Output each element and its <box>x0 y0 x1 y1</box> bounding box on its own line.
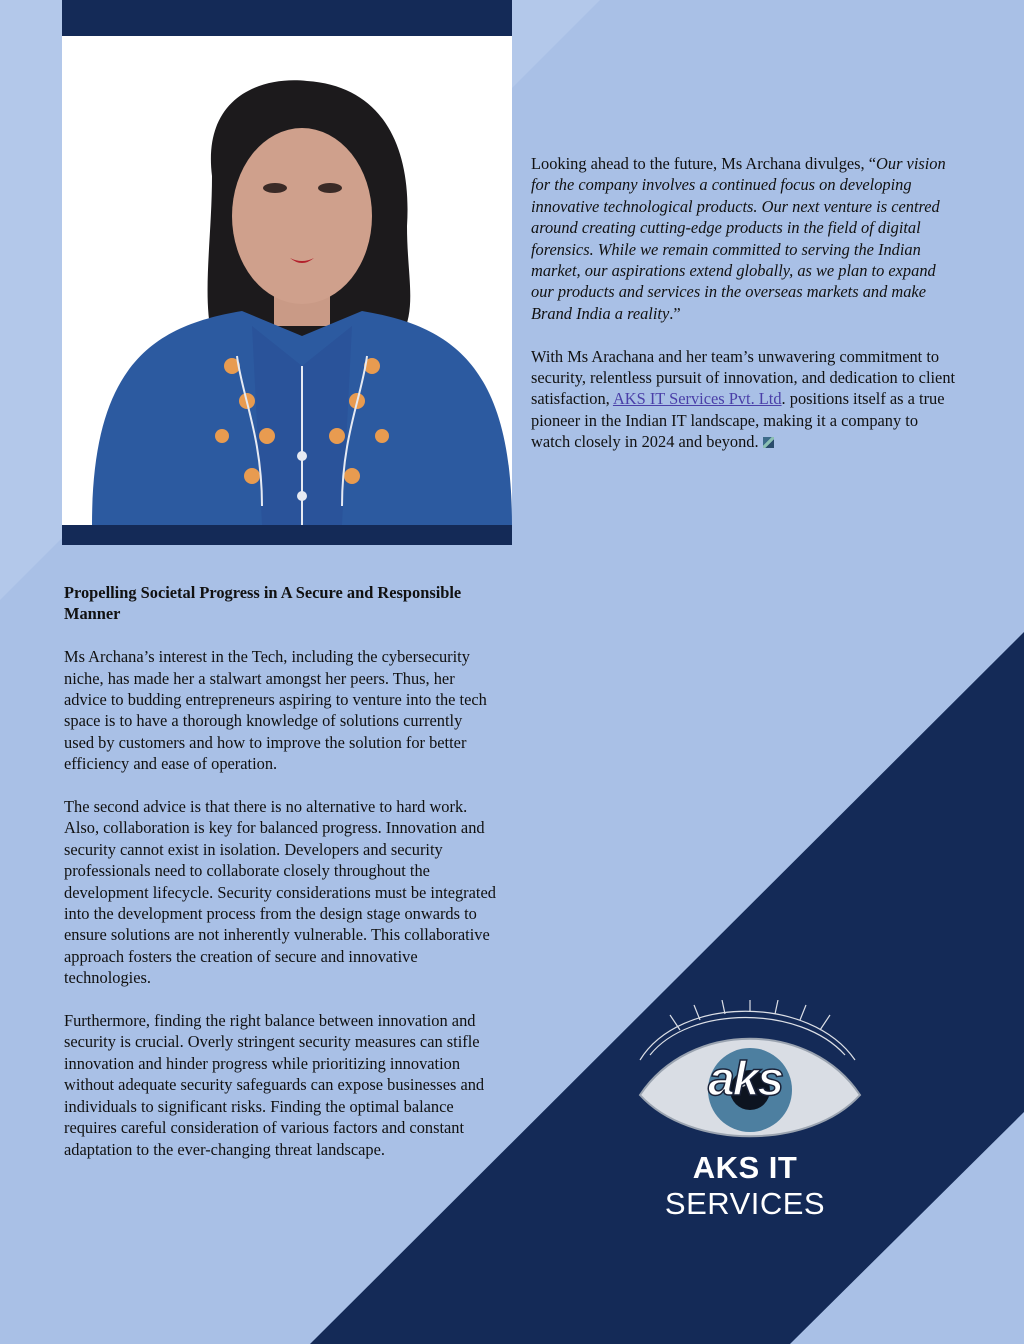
eye-emblem-mark: aks <box>707 1053 783 1106</box>
quote-text: Our vision for the company involves a continued focus on developing innovative technological products. Our next venture is centred around creating cutting-edge products in the field of digital forensics. While we remain committed to serving the Indian market, our aspirations extend globally, as we plan to expand our products and services in the overseas markets and make Brand India a reality <box>531 154 946 323</box>
conclusion-text-after: . positions itself as a true pioneer in the Indian IT landscape, making it a company to watch closely in 2024 and beyond. <box>531 389 945 452</box>
quote-close: .” <box>669 303 681 323</box>
end-of-article-icon <box>763 437 774 448</box>
conclusion-paragraph <box>531 346 961 453</box>
body-paragraph-1: Ms Archana’s interest in the Tech, including the cybersecurity niche, has made her a stalwart amongst her peers. Thus, her advice to budding entrepreneurs aspiring to venture into the tech space is to have a thorough knowledge of solutions currently used by customers and how to improve the solution for better efficiency and ease of operation. <box>64 647 487 774</box>
body-paragraph-2: The second advice is that there is no alternative to hard work. Also, collaboration is key for balanced progress. Innovation and security cannot exist in isolation. Developers and security professionals need to collaborate closely throughout the development lifecycle. Security considerations must be integrated into the development process from the design stage onwards to ensure solutions are not inherently vulnerable. This collaborative approach fosters the creation of secure and innovative technologies. <box>64 797 496 988</box>
quote-intro: Looking ahead to the future, Ms Archana divulges, “ <box>531 154 877 173</box>
closing-quote-paragraph <box>531 153 961 324</box>
logo-wordmark-bold: AKS IT <box>692 1150 798 1185</box>
conclusion-text-before: With Ms Arachana and her team’s unwavering commitment to security, relentless pursuit of innovation, and dedication to client satisfaction, <box>531 346 956 409</box>
portrait-photo-frame <box>62 0 512 545</box>
aks-logo <box>610 1000 880 1221</box>
company-link[interactable]: AKS IT Services Pvt. Ltd <box>612 389 782 409</box>
left-column-text <box>64 582 496 1181</box>
section-heading: Propelling Societal Progress in A Secure and Responsible Manner <box>64 583 462 624</box>
right-column-text <box>531 153 961 474</box>
logo-wordmark-light: SERVICES <box>664 1186 826 1221</box>
logo-wordmark <box>610 1150 880 1222</box>
portrait-illustration <box>62 36 512 525</box>
portrait-photo <box>62 36 512 525</box>
body-paragraph-3: Furthermore, finding the right balance between innovation and security is crucial. Overly stringent security measures can stifle innovation and hinder progress while prioritizing innovation without adequate security safeguards can expose businesses and individuals to significant risks. Finding the optimal balance requires careful consideration of various factors and constant adaptation to the ever-changing threat landscape. <box>64 1011 485 1159</box>
